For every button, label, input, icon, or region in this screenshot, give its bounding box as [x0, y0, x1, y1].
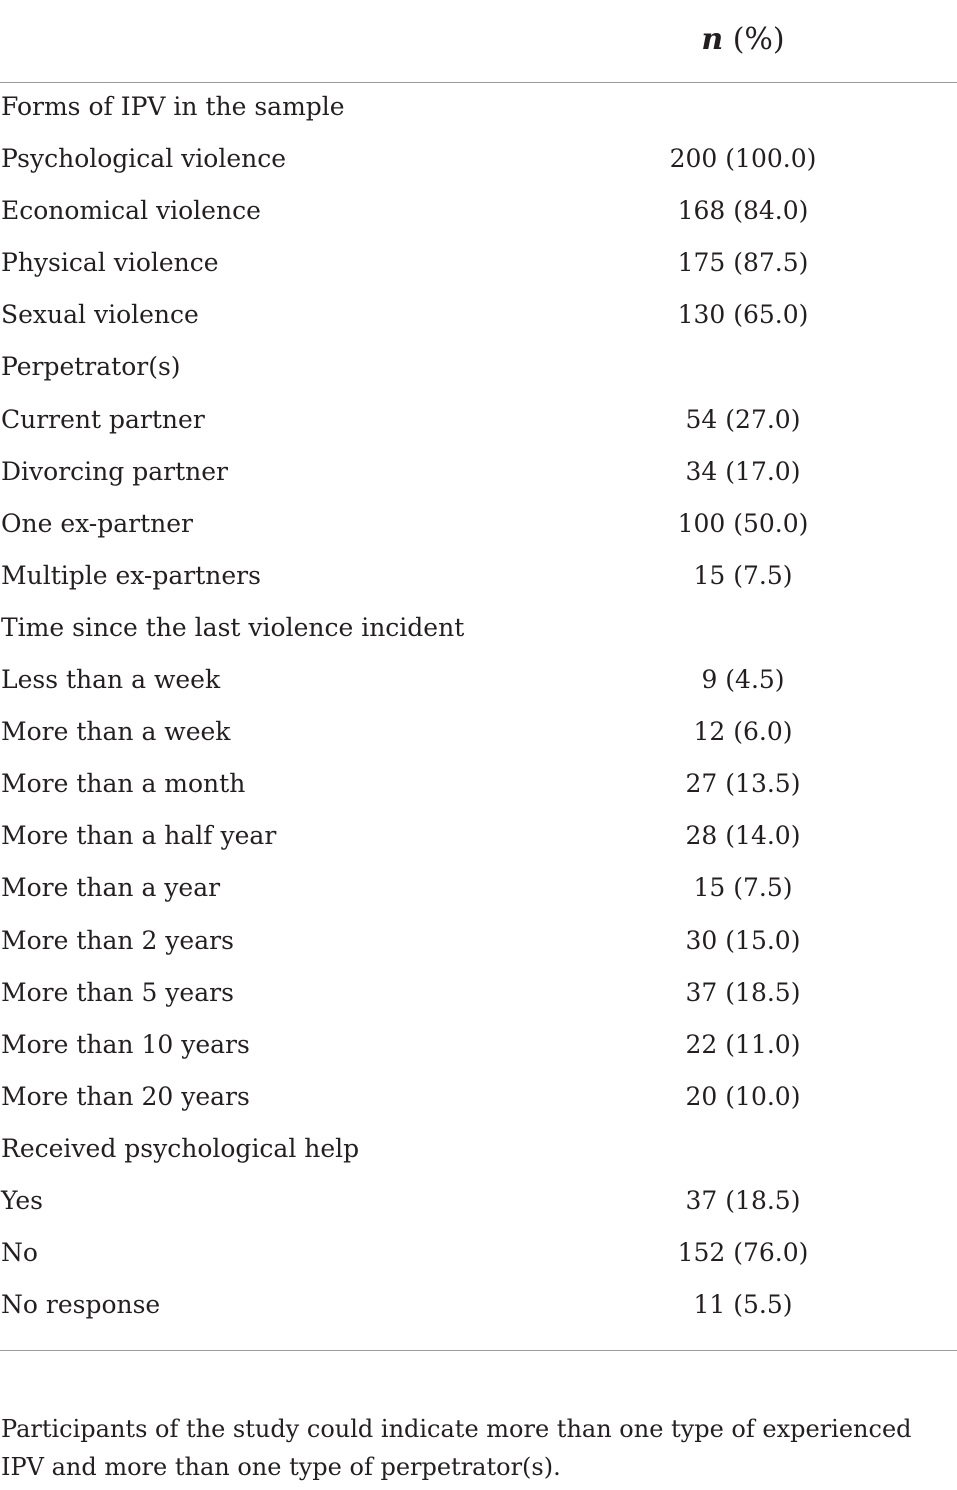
row-value: 37 (18.5) [685, 977, 801, 1007]
row-label: More than 20 years [1, 1081, 250, 1111]
table-row [0, 603, 957, 655]
table-row [0, 499, 957, 551]
table-header [0, 0, 957, 83]
table-row [0, 342, 957, 394]
row-value: 15 (7.5) [693, 560, 793, 590]
row-value: 28 (14.0) [685, 821, 801, 851]
table-row [0, 655, 957, 707]
table-row [0, 968, 957, 1020]
row-label: One ex-partner [1, 508, 193, 538]
row-label: Psychological violence [1, 144, 287, 174]
table-row [0, 1228, 957, 1280]
table-row [0, 707, 957, 759]
column-header-n-percent [660, 20, 826, 60]
table-body [0, 82, 957, 1332]
table-row [0, 1280, 957, 1332]
n-symbol: n [701, 22, 724, 57]
row-value: 168 (84.0) [677, 196, 809, 226]
row-value: 15 (7.5) [693, 873, 793, 903]
row-value: 30 (15.0) [685, 925, 801, 955]
row-value: 175 (87.5) [677, 248, 809, 278]
row-label: Physical violence [1, 248, 219, 278]
table-row [0, 447, 957, 499]
table-row [0, 811, 957, 863]
row-label: Multiple ex-partners [1, 560, 261, 590]
row-value: 200 (100.0) [669, 144, 817, 174]
row-label: More than a month [1, 769, 246, 799]
row-value: 37 (18.5) [685, 1185, 801, 1215]
table-row [0, 1072, 957, 1124]
row-label: Sexual violence [1, 300, 199, 330]
row-label: No [1, 1238, 38, 1268]
row-label: No response [1, 1290, 161, 1320]
row-label: Divorcing partner [1, 456, 228, 486]
row-label: Less than a week [1, 665, 221, 695]
row-label: More than 10 years [1, 1029, 250, 1059]
row-label: More than a year [1, 873, 221, 903]
row-label: Current partner [1, 404, 205, 434]
row-value: 12 (6.0) [693, 717, 793, 747]
row-label: More than 5 years [1, 977, 234, 1007]
row-label: Received psychological help [1, 1133, 360, 1163]
table-row [0, 290, 957, 342]
row-label: Forms of IPV in the sample [1, 92, 345, 121]
table-row [0, 759, 957, 811]
row-value: 54 (27.0) [685, 404, 801, 434]
table-row [0, 1176, 957, 1228]
row-value: 11 (5.5) [693, 1290, 793, 1320]
table-row [0, 1124, 957, 1176]
row-label: Perpetrator(s) [1, 352, 181, 382]
row-value: 9 (4.5) [701, 665, 785, 695]
row-label: Time since the last violence incident [1, 612, 465, 642]
table-row [0, 863, 957, 915]
table-row [0, 395, 957, 447]
table-bottom-rule [0, 1350, 957, 1351]
row-label: Economical violence [1, 196, 261, 226]
row-value: 100 (50.0) [677, 508, 809, 538]
table-row [0, 238, 957, 290]
table-row [0, 1020, 957, 1072]
row-value: 22 (11.0) [685, 1029, 801, 1059]
row-label: More than a week [1, 717, 231, 747]
table-row [0, 186, 957, 238]
row-label: More than a half year [1, 821, 277, 851]
percent-label: (%) [732, 22, 785, 57]
row-label: Yes [1, 1185, 43, 1215]
row-value: 152 (76.0) [677, 1238, 809, 1268]
table-row [0, 82, 957, 134]
table-footnote: Participants of the study could indicate more than one type of experienced IPV and more than one type of perpetrator(s). [1, 1415, 912, 1481]
table-row [0, 551, 957, 603]
table-row [0, 134, 957, 186]
row-label: More than 2 years [1, 925, 234, 955]
row-value: 27 (13.5) [685, 769, 801, 799]
table-row [0, 916, 957, 968]
row-value: 130 (65.0) [677, 300, 809, 330]
row-value: 34 (17.0) [685, 456, 801, 486]
row-value: 20 (10.0) [685, 1081, 801, 1111]
